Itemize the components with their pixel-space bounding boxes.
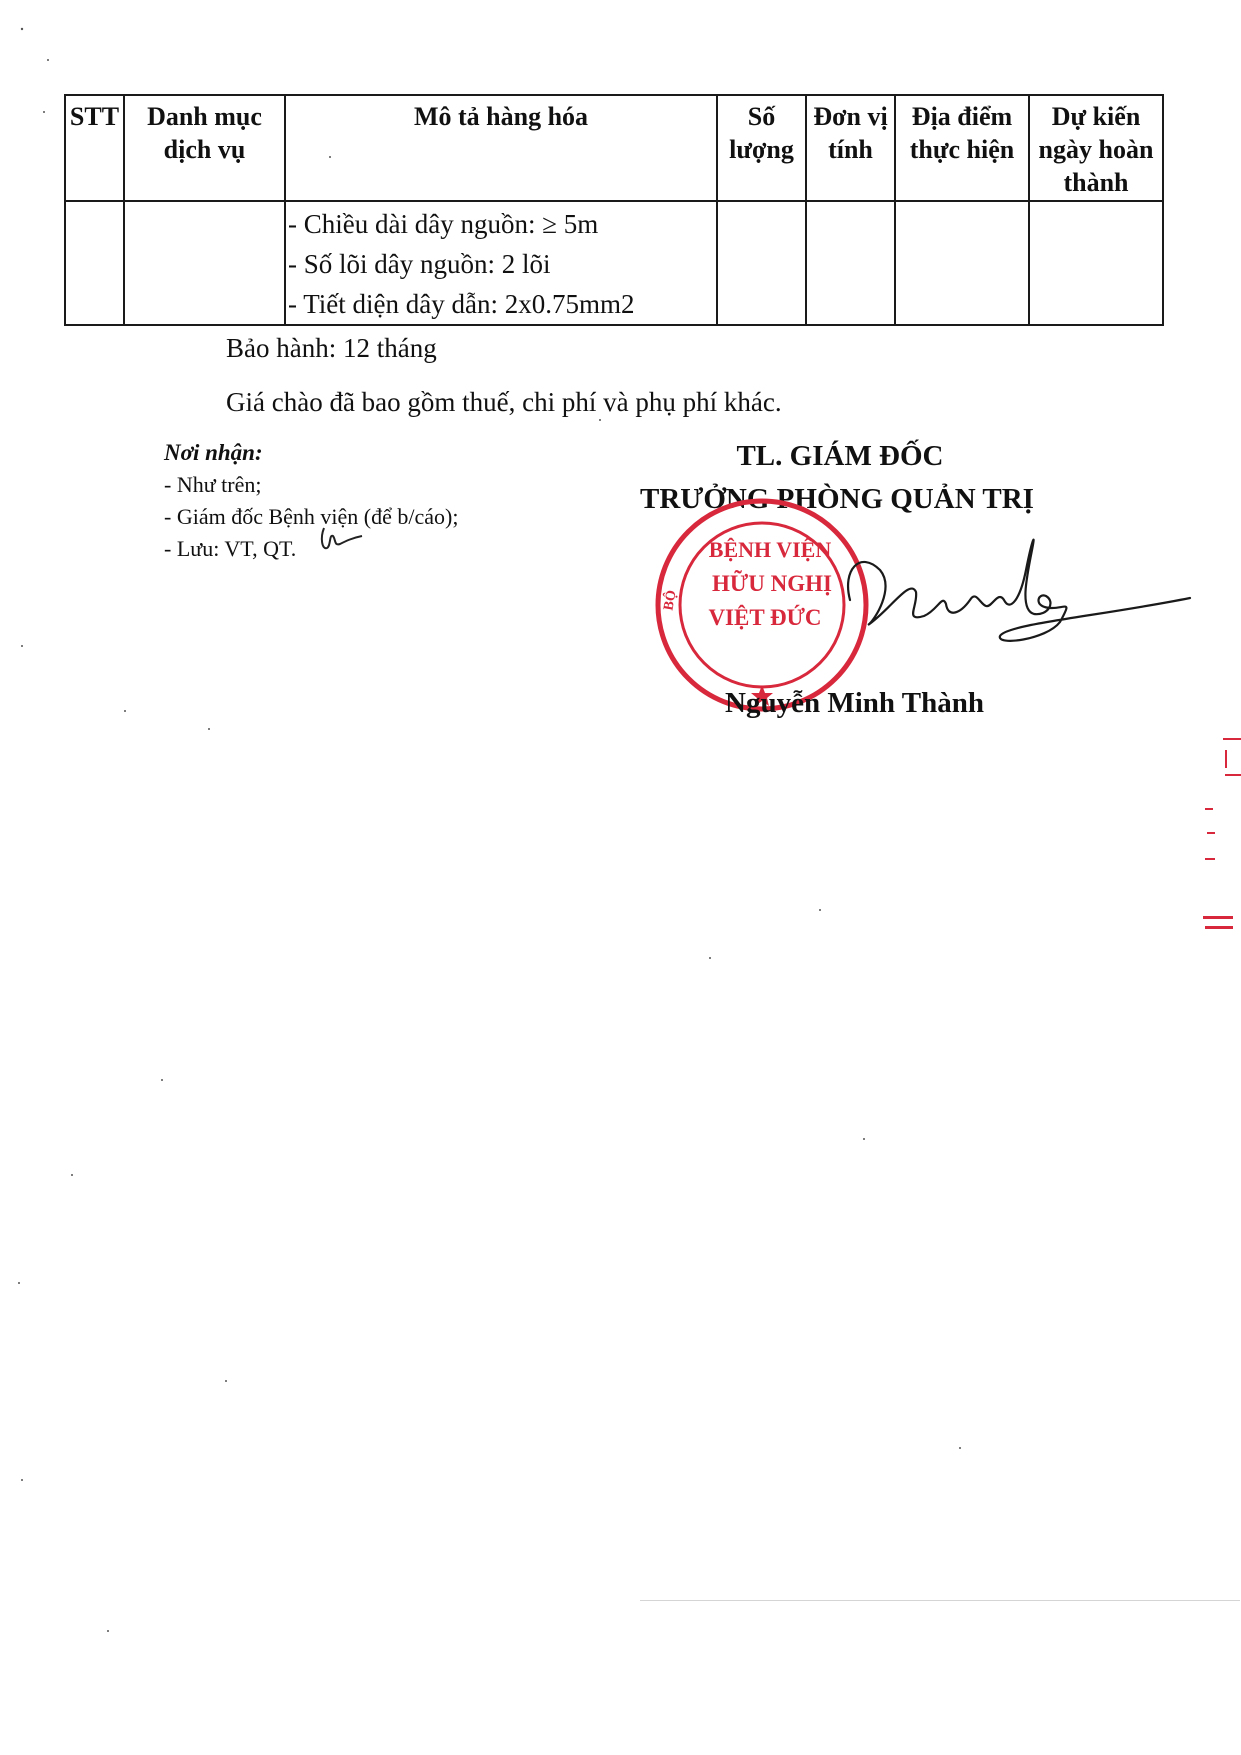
header-completion: Dự kiến ngày hoàn thành	[1029, 95, 1163, 201]
header-description: Mô tả hàng hóa	[285, 95, 717, 201]
header-service: Danh mục dịch vụ	[124, 95, 285, 201]
description-line: - Chiều dài dây nguồn: ≥ 5m	[288, 209, 599, 239]
cell-service	[124, 201, 285, 325]
table-header-row	[65, 95, 1163, 201]
warranty-text: Bảo hành: 12 tháng	[226, 333, 437, 363]
description-line: - Số lõi dây nguồn: 2 lõi	[288, 249, 551, 279]
header-unit: Đơn vị tính	[806, 95, 895, 201]
stamp-line-2: HỮU NGHỊ	[712, 571, 832, 596]
header-stt: STT	[65, 95, 124, 201]
recipient-item: - Giám đốc Bệnh viện (để b/cáo);	[164, 504, 459, 529]
stamp-line-1: BỆNH VIỆN	[708, 537, 832, 562]
price-note: Giá chào đã bao gồm thuế, chi phí và phụ phí khác.	[226, 387, 782, 417]
signer-title: TL. GIÁM ĐỐC	[736, 440, 944, 472]
signer-name: Nguyễn Minh Thành	[725, 687, 984, 719]
description-line: - Tiết diện dây dẫn: 2x0.75mm2	[288, 289, 635, 319]
recipients-title: Nơi nhận:	[164, 440, 263, 465]
recipient-item: - Lưu: VT, QT.	[164, 536, 297, 561]
cell-stt	[65, 201, 124, 325]
cell-location	[895, 201, 1029, 325]
cell-quantity	[717, 201, 806, 325]
recipients-block	[164, 437, 458, 565]
cell-completion	[1029, 201, 1163, 325]
initials-mark	[318, 524, 364, 554]
handwritten-signature	[820, 530, 1210, 660]
cell-unit	[806, 201, 895, 325]
cell-description	[285, 201, 717, 325]
header-location: Địa điểm thực hiện	[895, 95, 1029, 201]
header-quantity: Số lượng	[717, 95, 806, 201]
table-row	[65, 201, 1163, 325]
stamp-side-text: BỘ	[661, 589, 680, 612]
stamp-line-3: VIỆT ĐỨC	[708, 605, 822, 630]
scan-edge-marks	[1195, 730, 1241, 950]
recipient-item: - Như trên;	[164, 472, 262, 497]
signer-position: TRƯỞNG PHÒNG QUẢN TRỊ	[640, 483, 1034, 515]
goods-table	[64, 94, 1164, 326]
